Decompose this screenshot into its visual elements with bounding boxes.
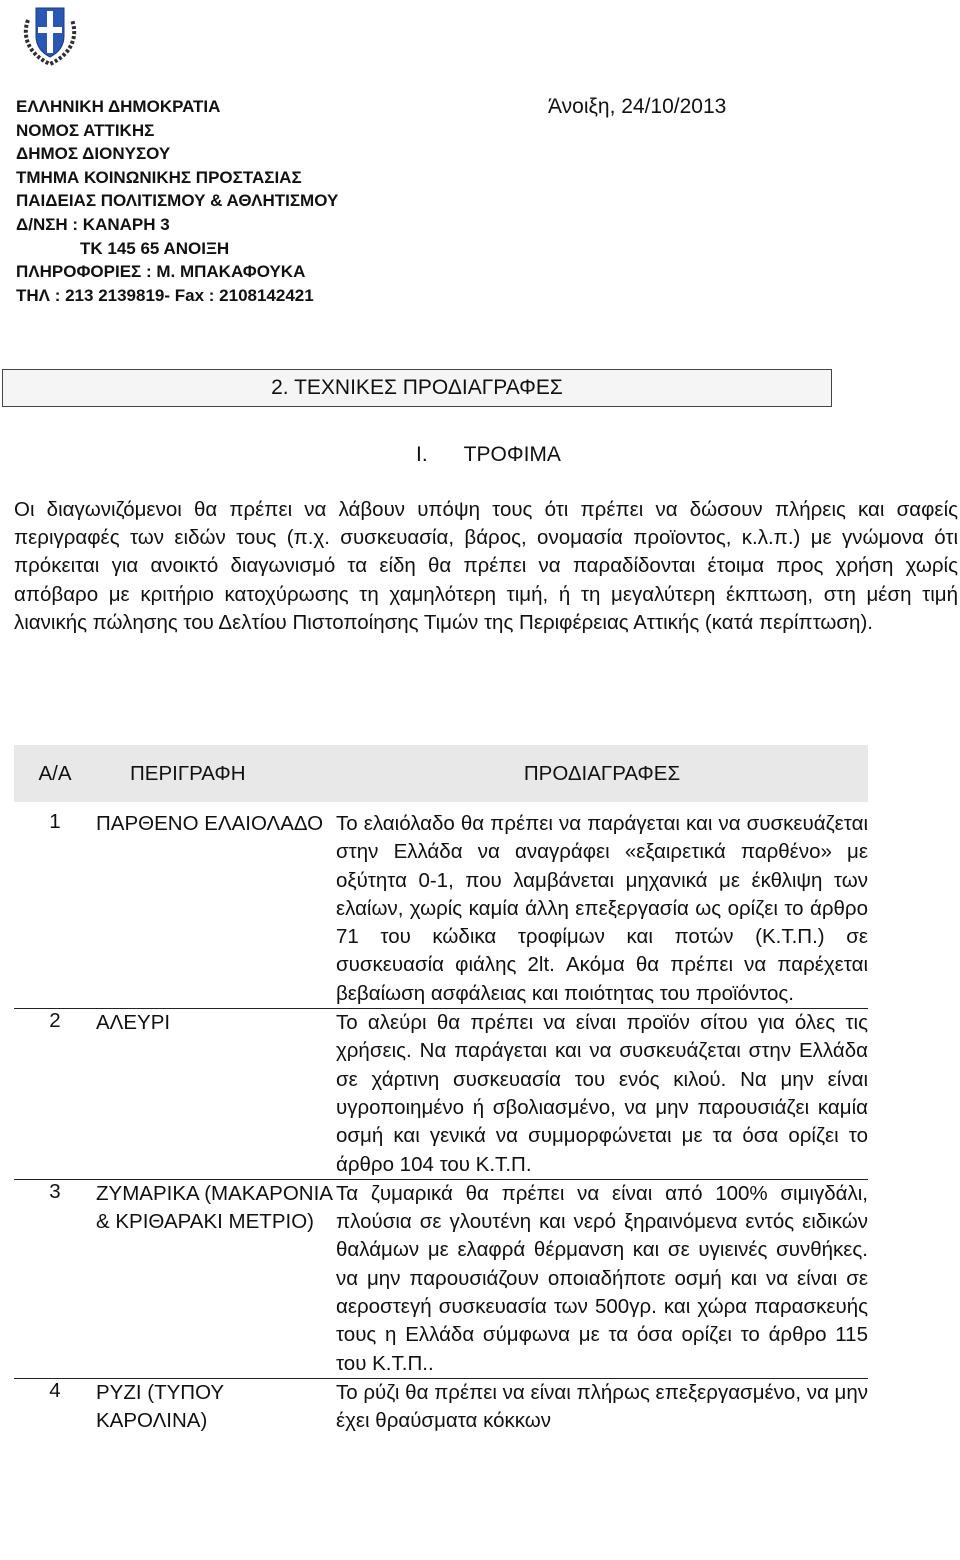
intro-paragraph: Οι διαγωνιζόμενοι θα πρέπει να λάβουν υπόψη τους ότι πρέπει να δώσουν πλήρεις και σαφείς περιγραφές των ειδών τους (π.χ. συσκευασία, βάρος, ονομασία προϊοντος, κ.λ.π.) με γνώμονα ότι πρόκειται για ανοικτό διαγωνισμό τα είδη θα πρέπει να παραδίδονται έτοιμα προς χρήση χωρίς απόβαρο με κριτήριο κατοχύρωσης τη χαμηλότερη τιμή, ή τη μεγαλύτερη έκπτωση, στη μέση τιμή λιανικής πώλησης του Δελτίου Πιστοποίησης Τιμών της Περιφέρειας Αττικής (κατά περίπτωση). [14,498,958,634]
row-number: 2 [14,1009,96,1180]
header-line: Δ/ΝΣΗ : ΚΑΝΑΡΗ 3 [16,214,170,234]
subsection-title: ΤΡΟΦΙΜΑ [463,443,561,466]
row-description: ΑΛΕΥΡΙ [96,1009,336,1180]
column-header-number: Α/Α [14,745,96,802]
table-row [14,1179,868,1378]
table-row [14,802,868,1009]
section-title: 2. ΤΕΧΝΙΚΕΣ ΠΡΟΔΙΑΓΡΑΦΕΣ [2,369,832,407]
row-description: ΖΥΜΑΡΙΚΑ (ΜΑΚΑΡΟΝΙΑ & ΚΡΙΘΑΡΑΚΙ ΜΕΤΡΙΟ) [96,1179,336,1378]
column-header-specifications: ΠΡΟΔΙΑΓΡΑΦΕΣ [336,745,868,802]
row-description: ΠΑΡΘΕΝΟ ΕΛΑΙΟΛΑΔΟ [96,812,324,835]
row-number: 3 [14,1179,96,1378]
header-line: ΝΟΜΟΣ ΑΤΤΙΚΗΣ [16,120,155,140]
table-row [14,1009,868,1180]
header-line: ΔΗΜΟΣ ΔΙΟΝΥΣΟΥ [16,144,171,164]
header-line: ΕΛΛΗΝΙΚΗ ΔΗΜΟΚΡΑΤΙΑ [16,97,221,116]
row-specification: Το αλεύρι θα πρέπει να είναι προϊόν σίτου για όλες τις χρήσεις. Να παράγεται και να συσκευάζεται στην Ελλάδα σε χάρτινη συσκευασία του ενός κιλού. Να μην είναι υγροποιημένο ή σβολιασμένο, να μην παρουσιάζει καμία οσμή και γενικά να συμμορφώνεται με τα όσα ορίζει το άρθρο 104 του Κ.Τ.Π. [336,1009,868,1180]
row-specification: Το ελαιόλαδο θα πρέπει να παράγεται και να συσκευάζεται στην Ελλάδα να αναγράφει «εξαιρετικά παρθένο» με οξύτητα 0-1, που λαμβάνεται μηχανικά με έκθλιψη των ελαίων, χωρίς καμία άλλη επεξεργασία ως ορίζει το άρθρο 71 του κώδικα τροφίμων και ποτών (Κ.Τ.Π.) σε συσκευασία φιάλης 2lt. Ακόμα θα πρέπει να παρέχεται βεβαίωση ασφάλειας και ποιότητας του προϊόντος. [336,812,868,1005]
authority-header [16,95,436,307]
row-number: 4 [14,1378,96,1435]
header-line: ΤΚ 145 65 ΑΝΟΙΞΗ [80,238,230,258]
column-header-description: ΠΕΡΙΓΡΑΦΗ [96,745,336,802]
coat-of-arms-icon [18,2,82,66]
row-description: ΡΥΖΙ (ΤΥΠΟΥ ΚΑΡΟΛΙΝΑ) [96,1378,336,1435]
header-line: ΠΑΙΔΕΙΑΣ ΠΟΛΙΤΙΣΜΟΥ & ΑΘΛΗΤΙΣΜΟΥ [16,191,339,211]
row-specification: Το ρύζι θα πρέπει να είναι πλήρως επεξεργασμένο, να μην έχει θραύσματα κόκκων [336,1378,868,1435]
row-number: 1 [49,810,61,833]
table-header-row [14,745,868,802]
document-date: Άνοιξη, 24/10/2013 [548,95,727,118]
subsection-heading [416,443,561,467]
specifications-table [14,745,868,1436]
row-specification: Τα ζυμαρικά θα πρέπει να είναι από 100% σιμιγδάλι, πλούσια σε γλουτένη και νερό ξηραινόμενα εντός ειδικών θαλάμων με ελαφρά θέρμανση και σε υγιεινές συνθήκες. να μην παρουσιάζουν οποιαδήποτε οσμή και να είναι σε αεροστεγή συσκευασία των 500γρ. και χώρα παρασκευής τους η Ελλάδα σύμφωνα με τα όσα ορίζει το άρθρο 115 του Κ.Τ.Π.. [336,1179,868,1378]
header-line: ΤΗΛ : 213 2139819- Fax : 2108142421 [16,285,314,305]
subsection-number: Ι. [416,443,428,466]
header-line: ΠΛΗΡΟΦΟΡΙΕΣ : Μ. ΜΠΑΚΑΦΟΥΚΑ [16,262,306,282]
header-line: ΤΜΗΜΑ ΚΟΙΝΩΝΙΚΗΣ ΠΡΟΣΤΑΣΙΑΣ [16,167,302,187]
table-row [14,1378,868,1435]
